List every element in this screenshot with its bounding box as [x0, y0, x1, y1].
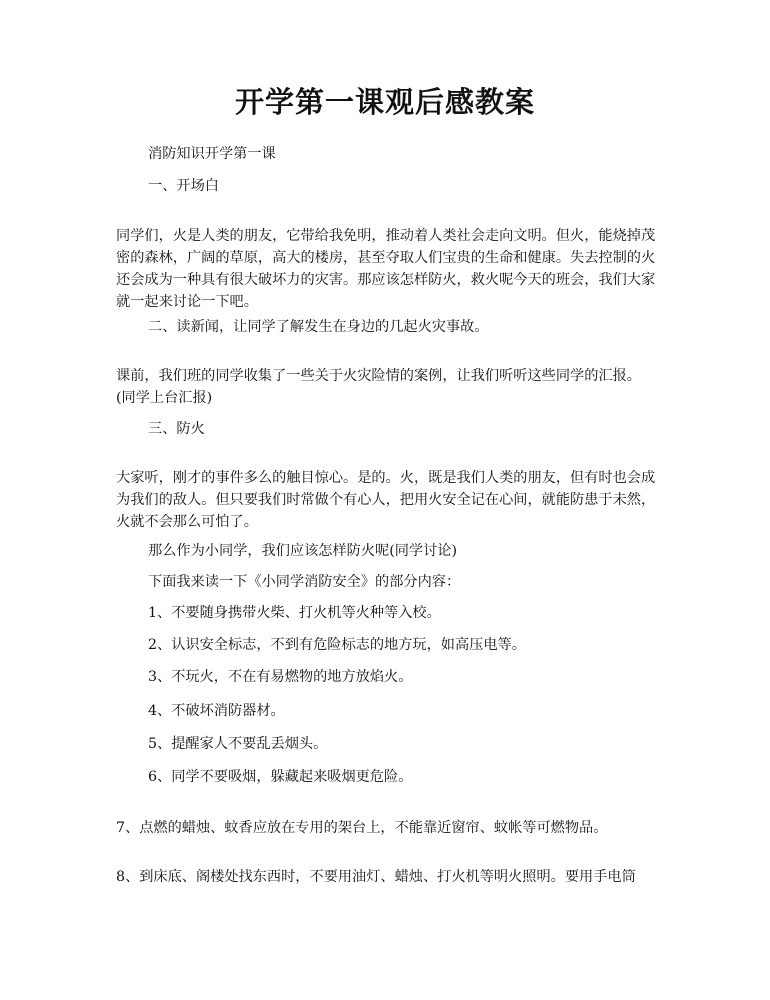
paragraph-reading-intro: 下面我来读一下《小同学消防安全》的部分内容：	[148, 574, 461, 590]
list-item-1: 1、不要随身携带火柴、打火机等火种等入校。	[148, 605, 441, 621]
list-item-2: 2、认识安全标志，不到有危险标志的地方玩，如高压电等。	[148, 637, 526, 653]
paragraph-discussion: 那么作为小同学，我们应该怎样防火呢(同学讨论)	[148, 543, 458, 559]
list-item-5: 5、提醒家人不要乱丢烟头。	[148, 736, 328, 752]
list-item-8: 8、到床底、阁楼处找东西时，不要用油灯、蜡烛、打火机等明火照明。要用手电筒	[116, 869, 636, 885]
page-title: 开学第一课观后感教案	[234, 85, 535, 119]
paragraph-opening: 同学们，火是人类的朋友，它带给我免明，推动着人类社会走向文明。但火，能烧掉茂密的森林，广阔的草原，高大的楼房，甚至夺取人们宝贵的生命和健康。失去控制的火还会成为一种具有很大破坏力的灾害。那应该怎样防火，救火呢今天的班会，我们大家就一起来讨论一下吧。	[116, 228, 656, 310]
section-heading-fire-prevention: 三、防火	[148, 421, 205, 437]
list-item-7: 7、点燃的蜡烛、蚊香应放在专用的架台上，不能靠近窗帘、蚊帐等可燃物品。	[116, 820, 608, 836]
list-item-4: 4、不破坏消防器材。	[148, 703, 285, 719]
list-item-6: 6、同学不要吸烟，躲藏起来吸烟更危险。	[148, 769, 413, 785]
list-item-3: 3、不玩火，不在有易燃物的地方放焰火。	[148, 669, 413, 685]
paragraph-subtitle: 消防知识开学第一课	[148, 146, 276, 162]
paragraph-fire-prevention: 大家听，刚才的事件多么的触目惊心。是的。火，既是我们人类的朋友，但有时也会成为我们的敌人。但只要我们时常做个有心人，把用火安全记在心间，就能防患于未然，火就不会那么可怕了。	[116, 470, 656, 530]
section-heading-opening: 一、开场白	[148, 178, 219, 194]
paragraph-news: 课前，我们班的同学收集了一些关于火灾险情的案例，让我们听听这些同学的汇报。(同学上台汇报)	[116, 368, 641, 406]
section-heading-news: 二、读新闻，让同学了解发生在身边的几起火灾事故。	[148, 319, 489, 335]
